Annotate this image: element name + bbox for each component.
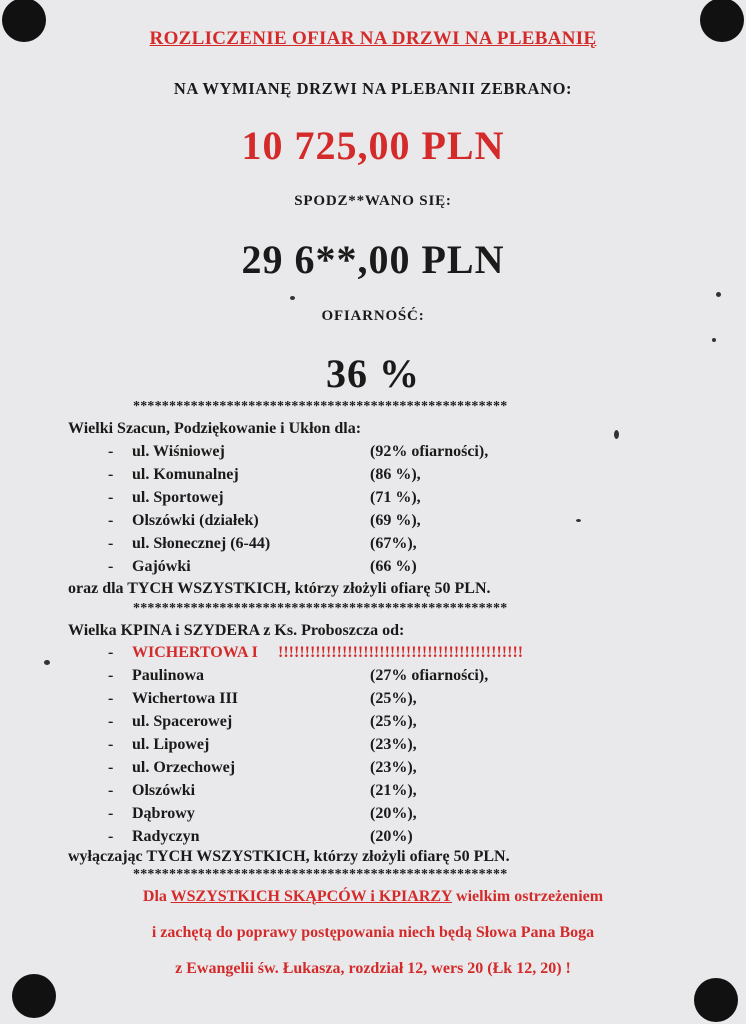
list-item: - ul. Komunalnej (86 %), [108, 466, 421, 483]
list-item: - ul. Lipowej (23%), [108, 736, 417, 753]
generosity-value: 36 % [326, 351, 420, 396]
punch-hole-bottom-left [12, 974, 56, 1018]
footer-line-1: Dla WSZYSTKICH SKĄPCÓW i KPIARZY wielkim ostrzeżeniem [142, 888, 604, 905]
shame-closing: wyłączając TYCH WSZYSTKICH, którzy złożyli ofiarę 50 PLN. [68, 848, 510, 865]
list-item: - ul. Sportowej (71 %), [108, 489, 421, 506]
footer-line-3: z Ewangelii św. Łukasza, rozdział 12, wers 20 (Łk 12, 20) ! [175, 960, 571, 977]
speck-mark [290, 296, 295, 300]
shame-first-item: - WICHERTOWA I !!!!!!!!!!!!!!!!!!!!!!!!!!!!!!!!!!!!!!!!!!!!!! [108, 644, 524, 661]
list-item: - Paulinowa (27% ofiarności), [108, 667, 489, 684]
punch-hole-bottom-right [694, 978, 738, 1022]
speck-mark [712, 338, 716, 342]
list-item: - Radyczyn (20%) [108, 828, 413, 845]
collected-label: NA WYMIANĘ DRZWI NA PLEBANII ZEBRANO: [173, 79, 573, 98]
expected-amount: 29 6**,00 PLN [241, 237, 505, 282]
generosity-label: OFIARNOŚĆ: [321, 308, 425, 324]
collected-amount: 10 725,00 PLN [241, 123, 505, 168]
expected-label: SPODZ**WANO SIĘ: [294, 193, 452, 209]
exclamation-marks: !!!!!!!!!!!!!!!!!!!!!!!!!!!!!!!!!!!!!!!!!!!!!! [278, 644, 524, 661]
list-item: - ul. Wiśniowej (92% ofiarności), [108, 443, 489, 460]
list-item: - ul. Orzechowej (23%), [108, 759, 417, 776]
divider-stars: **************************************************** [133, 400, 508, 414]
footer-line-2: i zachętą do poprawy postępowania niech będą Słowa Pana Boga [151, 924, 595, 941]
thanks-closing: oraz dla TYCH WSZYSTKICH, którzy złożyli ofiarę 50 PLN. [68, 580, 491, 597]
thanks-heading: Wielki Szacun, Podziękowanie i Ukłon dla: [68, 420, 362, 437]
divider-stars: **************************************************** [133, 868, 508, 882]
divider-stars: **************************************************** [133, 602, 508, 616]
list-item: - ul. Słonecznej (6-44) (67%), [108, 535, 417, 552]
list-item: - Wichertowa III (25%), [108, 690, 417, 707]
shame-heading: Wielka KPINA i SZYDERA z Ks. Proboszcza od: [68, 622, 405, 639]
speck-mark [44, 660, 50, 665]
list-item: - Olszówki (21%), [108, 782, 417, 799]
list-item: - ul. Spacerowej (25%), [108, 713, 417, 730]
thanks-section [68, 420, 688, 600]
list-item: - Olszówki (działek) (69 %), [108, 512, 421, 529]
footer-emphasis: WSZYSTKICH SKĄPCÓW i KPIARZY [170, 888, 453, 905]
list-item: - Dąbrowy (20%), [108, 805, 417, 822]
list-item: - Gajówki (66 %) [108, 558, 417, 575]
page-title: ROZLICZENIE OFIAR NA DRZWI NA PLEBANIĘ [149, 28, 597, 49]
shame-section [68, 622, 688, 866]
speck-mark [716, 292, 721, 297]
